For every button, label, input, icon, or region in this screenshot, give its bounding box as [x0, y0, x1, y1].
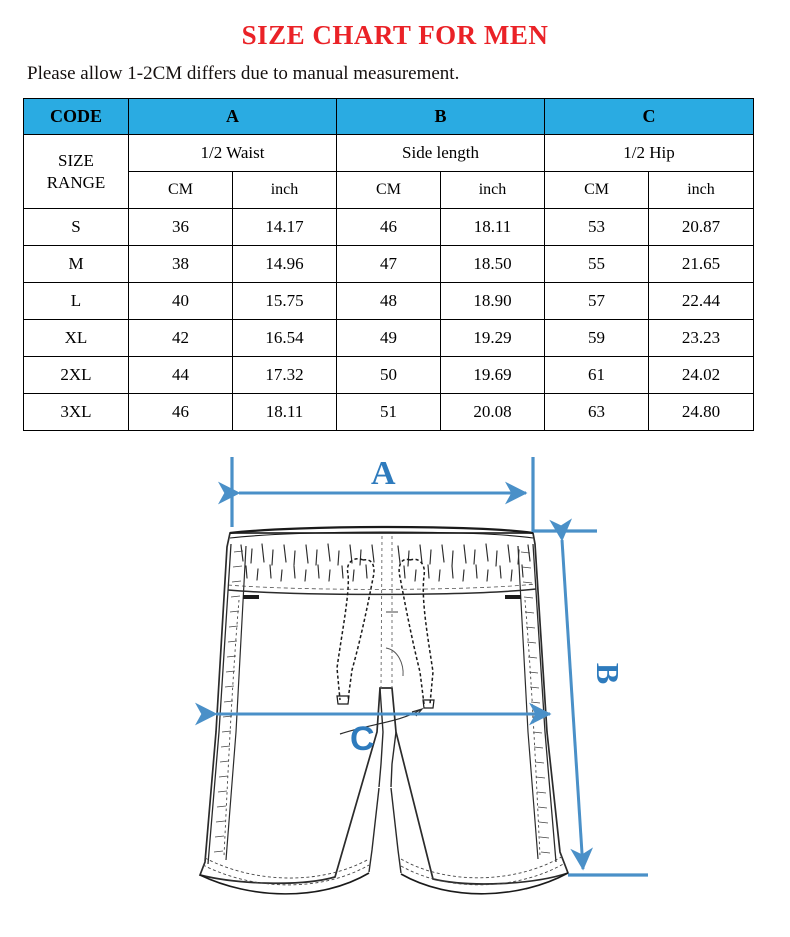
cell-c-cm: 53	[545, 209, 649, 246]
waist-tab-left	[243, 595, 259, 599]
table-row	[24, 320, 754, 357]
row-size-code: L	[24, 283, 129, 320]
cell-c-cm: 61	[545, 357, 649, 394]
cell-a-inch: 16.54	[233, 320, 337, 357]
table-header-row-measurements	[24, 135, 754, 172]
measurement-disclaimer: Please allow 1-2CM differs due to manual measurement.	[27, 63, 460, 84]
table-row	[24, 246, 754, 283]
header-unit-a-inch: inch	[233, 172, 337, 209]
cell-a-inch: 14.96	[233, 246, 337, 283]
dimension-label-c: C	[350, 720, 375, 758]
cell-a-cm: 42	[129, 320, 233, 357]
table-row	[24, 283, 754, 320]
arrow-b-side-length	[562, 540, 583, 869]
cell-b-inch: 19.29	[441, 320, 545, 357]
cell-c-cm: 59	[545, 320, 649, 357]
cell-c-inch: 24.02	[649, 357, 754, 394]
table-row	[24, 357, 754, 394]
row-size-code: 3XL	[24, 394, 129, 431]
table-row	[24, 209, 754, 246]
cell-a-inch: 14.17	[233, 209, 337, 246]
cell-a-inch: 18.11	[233, 394, 337, 431]
row-size-code: 2XL	[24, 357, 129, 394]
cell-b-inch: 19.69	[441, 357, 545, 394]
header-unit-b-cm: CM	[337, 172, 441, 209]
shorts-outline	[200, 533, 568, 884]
dimension-a-annotation	[232, 457, 597, 532]
shorts-measurement-diagram	[0, 432, 790, 937]
cell-b-cm: 48	[337, 283, 441, 320]
header-measure-hip: 1/2 Hip	[545, 135, 754, 172]
cell-c-inch: 23.23	[649, 320, 754, 357]
table-header-row-units	[24, 172, 754, 209]
header-unit-a-cm: CM	[129, 172, 233, 209]
cell-a-inch: 17.32	[233, 357, 337, 394]
header-group-b: B	[337, 99, 545, 135]
header-group-a: A	[129, 99, 337, 135]
cell-b-inch: 18.11	[441, 209, 545, 246]
header-unit-c-cm: CM	[545, 172, 649, 209]
cell-a-inch: 15.75	[233, 283, 337, 320]
leg-split-left	[369, 788, 379, 872]
table-header-row-groups	[24, 99, 754, 135]
shorts-technical-drawing-svg	[0, 432, 790, 937]
cell-c-inch: 24.80	[649, 394, 754, 431]
row-size-code: M	[24, 246, 129, 283]
page-title: SIZE CHART FOR MEN	[241, 20, 549, 50]
dimension-b-annotation	[562, 540, 648, 875]
cell-b-inch: 20.08	[441, 394, 545, 431]
header-measure-waist: 1/2 Waist	[129, 135, 337, 172]
cell-a-cm: 38	[129, 246, 233, 283]
cell-c-cm: 57	[545, 283, 649, 320]
header-unit-c-inch: inch	[649, 172, 754, 209]
row-size-code: XL	[24, 320, 129, 357]
cell-b-cm: 51	[337, 394, 441, 431]
waist-tab-right	[505, 595, 521, 599]
cell-b-cm: 49	[337, 320, 441, 357]
cell-b-cm: 50	[337, 357, 441, 394]
header-size-range	[24, 135, 129, 209]
cell-c-inch: 20.87	[649, 209, 754, 246]
size-chart-table	[23, 98, 754, 431]
dimension-label-a: A	[371, 455, 396, 492]
cell-b-cm: 46	[337, 209, 441, 246]
cell-a-cm: 36	[129, 209, 233, 246]
row-size-code: S	[24, 209, 129, 246]
cell-c-cm: 55	[545, 246, 649, 283]
header-unit-b-inch: inch	[441, 172, 545, 209]
header-code: CODE	[24, 99, 129, 135]
size-range-line-1: SIZE	[58, 150, 94, 170]
header-measure-side-length: Side length	[337, 135, 545, 172]
crotch-seam-right	[391, 732, 396, 787]
leg-split-right	[391, 788, 401, 873]
cell-c-cm: 63	[545, 394, 649, 431]
table-row	[24, 394, 754, 431]
cell-a-cm: 46	[129, 394, 233, 431]
cell-c-inch: 21.65	[649, 246, 754, 283]
cell-b-cm: 47	[337, 246, 441, 283]
cell-c-inch: 22.44	[649, 283, 754, 320]
header-group-c: C	[545, 99, 754, 135]
dimension-label-b: B	[590, 662, 627, 685]
size-range-line-2: RANGE	[46, 172, 106, 192]
cell-a-cm: 40	[129, 283, 233, 320]
cell-b-inch: 18.50	[441, 246, 545, 283]
cell-b-inch: 18.90	[441, 283, 545, 320]
cell-a-cm: 44	[129, 357, 233, 394]
shorts-body	[200, 527, 568, 894]
